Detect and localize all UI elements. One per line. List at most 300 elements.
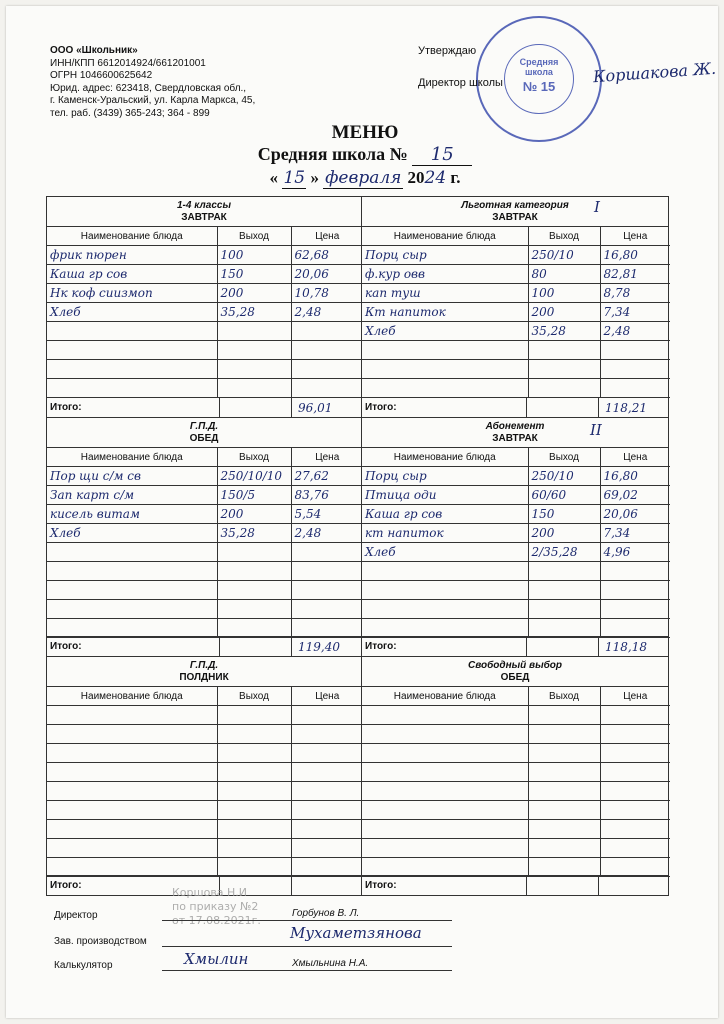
menu-table: [47, 448, 363, 638]
dish-cell: кап туш: [362, 284, 528, 303]
table-row: [47, 265, 363, 284]
menu-title: МЕНЮ: [331, 122, 399, 143]
dish-cell: [47, 341, 217, 360]
out-cell: [528, 360, 600, 379]
price-cell: [600, 341, 670, 360]
table-row: [47, 744, 363, 763]
table-body: [47, 246, 363, 398]
production-label: Зав. производством: [54, 936, 147, 947]
org-phone: тел. раб. (3439) 365-243; 364 - 899: [50, 107, 210, 119]
table-header-row: [362, 687, 670, 706]
price-cell: 8,78: [600, 284, 670, 303]
section-header: [362, 197, 668, 227]
dish-cell: ф.кур овв: [362, 265, 528, 284]
menu-table: [47, 687, 363, 877]
dish-cell: [362, 839, 528, 858]
stamp-line1: Средняя: [519, 57, 559, 67]
total-value: [598, 876, 668, 895]
dish-cell: кт напиток: [362, 524, 528, 543]
col-dish: Наименование блюда: [47, 227, 217, 246]
price-cell: 10,78: [291, 284, 363, 303]
section-benefit-breakfast: [361, 196, 669, 418]
faded-stamp-line2: по приказу №2: [172, 900, 259, 913]
out-cell: 150/5: [217, 486, 291, 505]
table-row: [362, 303, 670, 322]
calc-sign-line: [162, 970, 452, 971]
calc-signature: Хмылин: [184, 950, 249, 968]
out-cell: 200: [528, 524, 600, 543]
col-price: Цена: [291, 227, 363, 246]
section-gpd-snack: [46, 656, 362, 896]
menu-table: [362, 227, 670, 398]
out-cell: 200: [217, 505, 291, 524]
out-cell: 2/35,28: [528, 543, 600, 562]
price-cell: [291, 706, 363, 725]
out-cell: [528, 600, 600, 619]
price-cell: [291, 322, 363, 341]
section-category: Абонемент: [485, 421, 545, 432]
col-out: Выход: [217, 448, 291, 467]
price-cell: [291, 600, 363, 619]
section-meal: ЗАВТРАК: [492, 212, 538, 223]
production-sign-line: [162, 946, 452, 947]
table-row: [47, 360, 363, 379]
dish-cell: [362, 858, 528, 877]
total-row: [362, 636, 668, 656]
dish-cell: [47, 379, 217, 398]
total-row: [362, 875, 668, 895]
out-cell: [217, 763, 291, 782]
org-name: ООО «Школьник»: [50, 45, 138, 56]
total-value: 119,40: [291, 637, 361, 656]
price-cell: [600, 379, 670, 398]
total-value: 96,01: [291, 398, 361, 417]
calc-sign-row: [54, 950, 654, 980]
price-cell: [291, 619, 363, 638]
date-year-prefix: 20: [407, 168, 425, 187]
table-row: [47, 600, 363, 619]
col-dish: Наименование блюда: [47, 448, 217, 467]
out-cell: [217, 782, 291, 801]
production-sign-row: [54, 924, 654, 956]
out-cell: 150: [217, 265, 291, 284]
out-cell: 35,28: [217, 524, 291, 543]
date-month: февраля: [325, 168, 402, 188]
director-signature: Коршакова Ж.: [592, 58, 717, 87]
table-row: [362, 360, 670, 379]
col-dish: Наименование блюда: [362, 227, 528, 246]
section-header: [362, 418, 668, 448]
dish-cell: [47, 543, 217, 562]
dish-cell: [362, 562, 528, 581]
dish-cell: Нк коф сиизмоп: [47, 284, 217, 303]
table-body: [47, 706, 363, 877]
table-row: [362, 600, 670, 619]
school-number: 15: [412, 144, 472, 166]
dish-cell: [362, 820, 528, 839]
section-subscription-breakfast: [361, 417, 669, 657]
table-row: [362, 486, 670, 505]
section-category: Г.П.Д.: [189, 421, 219, 432]
out-cell: [528, 839, 600, 858]
production-signature: Мухаметзянова: [290, 924, 422, 942]
section-category: 1-4 классы: [177, 200, 231, 211]
dish-cell: [47, 744, 217, 763]
table-header-row: [362, 227, 670, 246]
org-ogrn: ОГРН 1046600625642: [50, 70, 153, 81]
total-row: [362, 397, 668, 417]
out-cell: [217, 858, 291, 877]
table-header-row: [47, 227, 363, 246]
col-dish: Наименование блюда: [362, 448, 528, 467]
section-meal: ОБЕД: [189, 433, 219, 444]
out-cell: [528, 562, 600, 581]
table-row: [47, 379, 363, 398]
price-cell: [291, 820, 363, 839]
price-cell: [291, 744, 363, 763]
out-cell: [217, 379, 291, 398]
dish-cell: [362, 725, 528, 744]
out-cell: 200: [217, 284, 291, 303]
col-price: Цена: [600, 227, 670, 246]
price-cell: 83,76: [291, 486, 363, 505]
table-row: [362, 763, 670, 782]
price-cell: [291, 341, 363, 360]
out-cell: [217, 341, 291, 360]
table-body: [47, 467, 363, 638]
out-cell: [528, 725, 600, 744]
section-meal: ПОЛДНИК: [179, 672, 229, 683]
dish-cell: кисель витам: [47, 505, 217, 524]
col-dish: Наименование блюда: [47, 687, 217, 706]
price-cell: 5,54: [291, 505, 363, 524]
faded-stamp-line1: Коршова Н.И: [172, 886, 248, 899]
table-row: [362, 379, 670, 398]
table-row: [362, 619, 670, 638]
dish-cell: [362, 619, 528, 638]
faded-stamp-line3: от 17.08.2021г.: [172, 914, 261, 927]
table-row: [362, 505, 670, 524]
section-header: [362, 657, 668, 687]
price-cell: [600, 562, 670, 581]
table-row: [362, 467, 670, 486]
price-cell: [600, 839, 670, 858]
price-cell: [600, 619, 670, 638]
out-cell: [217, 543, 291, 562]
date-year-suffix: 24: [424, 168, 447, 188]
price-cell: [291, 360, 363, 379]
dish-cell: [362, 763, 528, 782]
table-row: [362, 322, 670, 341]
out-cell: [528, 706, 600, 725]
price-cell: 69,02: [600, 486, 670, 505]
table-header-row: [47, 448, 363, 467]
table-row: [362, 246, 670, 265]
dish-cell: [362, 581, 528, 600]
price-cell: [600, 744, 670, 763]
col-price: Цена: [600, 687, 670, 706]
price-cell: 2,48: [291, 303, 363, 322]
dish-cell: [47, 706, 217, 725]
table-row: [362, 341, 670, 360]
price-cell: 20,06: [291, 265, 363, 284]
table-row: [47, 524, 363, 543]
out-cell: [217, 706, 291, 725]
org-inn: ИНН/КПП 6612014924/661201001: [50, 57, 206, 69]
director-label: Директор: [54, 910, 98, 921]
table-row: [47, 341, 363, 360]
menu-table: [362, 448, 670, 638]
date-quote-open: «: [269, 168, 279, 187]
table-row: [362, 524, 670, 543]
dish-cell: [47, 839, 217, 858]
table-row: [362, 706, 670, 725]
section-primary-breakfast: [46, 196, 362, 418]
dish-cell: Каша гр сов: [47, 265, 217, 284]
table-row: [47, 322, 363, 341]
out-cell: [217, 725, 291, 744]
section-header: [47, 418, 361, 448]
price-cell: [600, 820, 670, 839]
out-cell: [528, 782, 600, 801]
out-cell: [217, 744, 291, 763]
dish-cell: [362, 801, 528, 820]
out-cell: 150: [528, 505, 600, 524]
dish-cell: Пор щи с/м св: [47, 467, 217, 486]
table-row: [47, 782, 363, 801]
total-spacer: [526, 876, 598, 895]
total-spacer: [526, 637, 598, 656]
dish-cell: [47, 782, 217, 801]
table-row: [47, 619, 363, 638]
stamp-line3: № 15: [522, 79, 556, 94]
out-cell: [217, 820, 291, 839]
section-header: [47, 657, 361, 687]
price-cell: [600, 858, 670, 877]
out-cell: 200: [528, 303, 600, 322]
price-cell: [600, 801, 670, 820]
out-cell: [528, 820, 600, 839]
table-header-row: [47, 687, 363, 706]
approve-label: Утверждаю: [418, 45, 477, 57]
price-cell: [291, 725, 363, 744]
price-cell: 7,34: [600, 303, 670, 322]
section-header: [47, 197, 361, 227]
col-out: Выход: [528, 448, 600, 467]
price-cell: 2,48: [291, 524, 363, 543]
dish-cell: [362, 744, 528, 763]
section-category: Свободный выбор: [467, 660, 563, 671]
table-row: [47, 839, 363, 858]
section-meal: ОБЕД: [500, 672, 530, 683]
price-cell: 16,80: [600, 246, 670, 265]
total-row: [47, 397, 361, 417]
dish-cell: Порц сыр: [362, 246, 528, 265]
out-cell: 250/10: [528, 246, 600, 265]
out-cell: [528, 763, 600, 782]
section-category: Льготная категория: [461, 200, 569, 211]
out-cell: [528, 379, 600, 398]
price-cell: 2,48: [600, 322, 670, 341]
price-cell: [291, 562, 363, 581]
out-cell: [528, 858, 600, 877]
table-row: [362, 744, 670, 763]
dish-cell: [47, 619, 217, 638]
total-label: Итого:: [50, 880, 82, 891]
dish-cell: Хлеб: [362, 322, 528, 341]
date-quote-close: »: [310, 168, 320, 187]
table-row: [47, 801, 363, 820]
total-spacer: [219, 637, 291, 656]
dish-cell: [362, 782, 528, 801]
out-cell: [217, 322, 291, 341]
dish-cell: [47, 600, 217, 619]
table-row: [47, 858, 363, 877]
director-sign-line: [162, 920, 452, 921]
total-spacer: [219, 398, 291, 417]
organization-info: [50, 45, 380, 120]
dish-cell: [47, 581, 217, 600]
table-row: [47, 725, 363, 744]
price-cell: [600, 600, 670, 619]
col-price: Цена: [291, 448, 363, 467]
stamp-line2: школа: [525, 67, 553, 77]
total-spacer: [526, 398, 598, 417]
total-value: 118,21: [598, 398, 668, 417]
price-cell: [291, 763, 363, 782]
out-cell: [217, 619, 291, 638]
dish-cell: Хлеб: [362, 543, 528, 562]
dish-cell: [47, 763, 217, 782]
menu-title-block: [200, 122, 530, 189]
dish-cell: [362, 706, 528, 725]
table-row: [362, 562, 670, 581]
section-meal: ЗАВТРАК: [492, 433, 538, 444]
out-cell: 250/10/10: [217, 467, 291, 486]
out-cell: [217, 801, 291, 820]
price-cell: 27,62: [291, 467, 363, 486]
price-cell: 62,68: [291, 246, 363, 265]
total-label: Итого:: [365, 641, 397, 652]
out-cell: [217, 360, 291, 379]
out-cell: [528, 744, 600, 763]
table-row: [47, 820, 363, 839]
date-year-end: г.: [450, 168, 461, 187]
table-row: [47, 486, 363, 505]
total-label: Итого:: [365, 402, 397, 413]
table-row: [47, 581, 363, 600]
col-out: Выход: [217, 687, 291, 706]
table-row: [362, 801, 670, 820]
table-row: [47, 543, 363, 562]
price-cell: [291, 581, 363, 600]
menu-table: [47, 227, 363, 398]
dish-cell: [47, 360, 217, 379]
org-address-line1: Юрид. адрес: 623418, Свердловская обл.,: [50, 82, 247, 94]
section-free-choice-lunch: [361, 656, 669, 896]
table-body: [362, 246, 670, 398]
calc-name: Хмыльнина Н.А.: [292, 958, 369, 969]
out-cell: 35,28: [528, 322, 600, 341]
col-out: Выход: [528, 687, 600, 706]
dish-cell: [47, 820, 217, 839]
table-row: [47, 505, 363, 524]
table-row: [362, 581, 670, 600]
out-cell: 250/10: [528, 467, 600, 486]
table-row: [362, 265, 670, 284]
dish-cell: [47, 858, 217, 877]
price-cell: 20,06: [600, 505, 670, 524]
out-cell: 100: [217, 246, 291, 265]
dish-cell: Зап карт с/м: [47, 486, 217, 505]
out-cell: 60/60: [528, 486, 600, 505]
price-cell: [291, 801, 363, 820]
out-cell: 35,28: [217, 303, 291, 322]
price-cell: [291, 543, 363, 562]
total-label: Итого:: [365, 880, 397, 891]
total-value: [291, 876, 361, 895]
dish-cell: Кт напиток: [362, 303, 528, 322]
out-cell: [217, 562, 291, 581]
section-gpd-lunch: [46, 417, 362, 657]
director-name: Горбунов В. Л.: [292, 908, 360, 919]
col-out: Выход: [528, 227, 600, 246]
table-row: [362, 782, 670, 801]
dish-cell: [362, 600, 528, 619]
out-cell: [217, 600, 291, 619]
col-price: Цена: [600, 448, 670, 467]
table-row: [47, 706, 363, 725]
table-row: [47, 303, 363, 322]
price-cell: [600, 581, 670, 600]
price-cell: [291, 782, 363, 801]
total-label: Итого:: [50, 402, 82, 413]
col-dish: Наименование блюда: [362, 687, 528, 706]
dish-cell: [362, 341, 528, 360]
price-cell: 4,96: [600, 543, 670, 562]
out-cell: [528, 581, 600, 600]
dish-cell: [47, 725, 217, 744]
date-day: 15: [283, 168, 306, 188]
price-cell: [600, 725, 670, 744]
table-row: [362, 858, 670, 877]
dish-cell: Птица оди: [362, 486, 528, 505]
dish-cell: [362, 360, 528, 379]
table-row: [47, 562, 363, 581]
table-header-row: [362, 448, 670, 467]
calc-label: Калькулятор: [54, 960, 113, 971]
price-cell: [600, 782, 670, 801]
price-cell: 16,80: [600, 467, 670, 486]
price-cell: [600, 706, 670, 725]
dish-cell: Каша гр сов: [362, 505, 528, 524]
section-mark: I: [594, 198, 600, 216]
col-out: Выход: [217, 227, 291, 246]
table-row: [362, 839, 670, 858]
out-cell: [528, 619, 600, 638]
dish-cell: Хлеб: [47, 303, 217, 322]
price-cell: 7,34: [600, 524, 670, 543]
dish-cell: [47, 322, 217, 341]
menu-date: [200, 168, 530, 189]
org-address-line2: г. Каменск-Уральский, ул. Карла Маркса, 45,: [50, 95, 256, 106]
table-body: [362, 706, 670, 877]
price-cell: [600, 763, 670, 782]
price-cell: [291, 858, 363, 877]
table-row: [362, 284, 670, 303]
table-row: [47, 246, 363, 265]
table-body: [362, 467, 670, 638]
